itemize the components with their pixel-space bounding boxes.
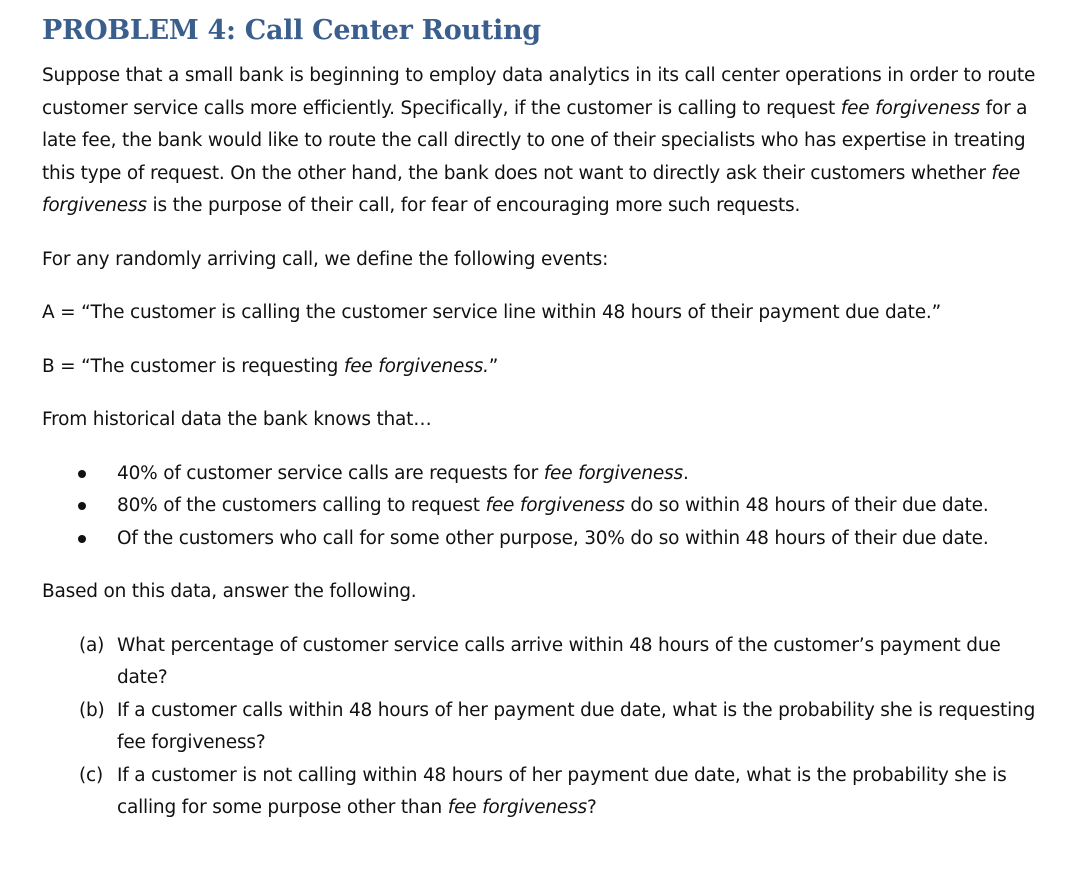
question-label: (c) (79, 764, 104, 786)
bullet-text-prefix: 80% of the customers calling to request (117, 495, 486, 516)
event-b-definition (42, 351, 1052, 384)
question-label: (b) (79, 699, 105, 721)
document-page (42, 12, 1052, 825)
bullet-text-prefix: Of the customers who call for some other purpose, 30% do so within 48 hours of their due date. (117, 527, 989, 549)
list-item (42, 523, 1052, 556)
question-text: If a customer calls within 48 hours of her payment due date, what is the probability she is requesting fee forgiveness? (117, 699, 1036, 753)
event-a-definition: A = “The customer is calling the customer service line within 48 hours of their payment due date.” (42, 302, 941, 323)
event-b-emphasis: fee forgiveness. (343, 355, 489, 377)
intro-paragraph (42, 60, 1052, 223)
events-intro: For any randomly arriving call, we define the following events: (42, 248, 609, 270)
question-item (42, 695, 1052, 760)
bullet-icon (78, 535, 86, 543)
question-item (42, 760, 1052, 825)
intro-text-3: is the purpose of their call, for fear of encouraging more such requests. (146, 195, 801, 216)
historical-facts-list (42, 458, 1052, 556)
bullet-text-suffix: do so within 48 hours of their due date. (624, 495, 989, 516)
question-item (42, 630, 1052, 695)
bullet-icon (78, 470, 86, 478)
intro-text-1: Suppose that a small bank is beginning to employ data analytics in its call center operations in order to route customer service calls more efficiently. Specifically, if the customer is calling to request (42, 65, 1036, 119)
intro-emphasis-2: fee forgiveness (42, 162, 1021, 216)
problem-title: PROBLEM 4: Call Center Routing (42, 15, 541, 46)
event-b-prefix: B = “The customer is requesting (42, 355, 344, 377)
list-item (42, 490, 1052, 523)
question-label: (a) (79, 634, 105, 656)
list-item (42, 458, 1052, 491)
bullet-text-suffix: . (682, 462, 689, 484)
question-text: If a customer is not calling within 48 hours of her payment due date, what is the probability she is calling for some purpose other than (117, 764, 1007, 818)
event-b-suffix: ” (488, 355, 499, 377)
question-emphasis: fee forgiveness (447, 797, 587, 818)
intro-text-2: for a late fee, the bank would like to route the call directly to one of their specialists who has expertise in treating this type of request. On the other hand, the bank does not want to directly ask their customers whether (42, 97, 1028, 184)
question-text: What percentage of customer service calls arrive within 48 hours of the customer’s payment due date? (117, 634, 1001, 688)
question-suffix: ? (586, 797, 597, 818)
questions-intro: Based on this data, answer the following. (42, 581, 417, 602)
intro-emphasis-1: fee forgiveness (840, 97, 980, 119)
bullet-icon (78, 502, 86, 510)
bullet-text-emphasis: fee forgiveness (485, 495, 625, 516)
bullet-text-emphasis: fee forgiveness (543, 462, 683, 484)
bullet-text-prefix: 40% of customer service calls are requests for (117, 462, 544, 484)
questions-list (42, 630, 1052, 825)
historical-intro: From historical data the bank knows that… (42, 409, 432, 430)
